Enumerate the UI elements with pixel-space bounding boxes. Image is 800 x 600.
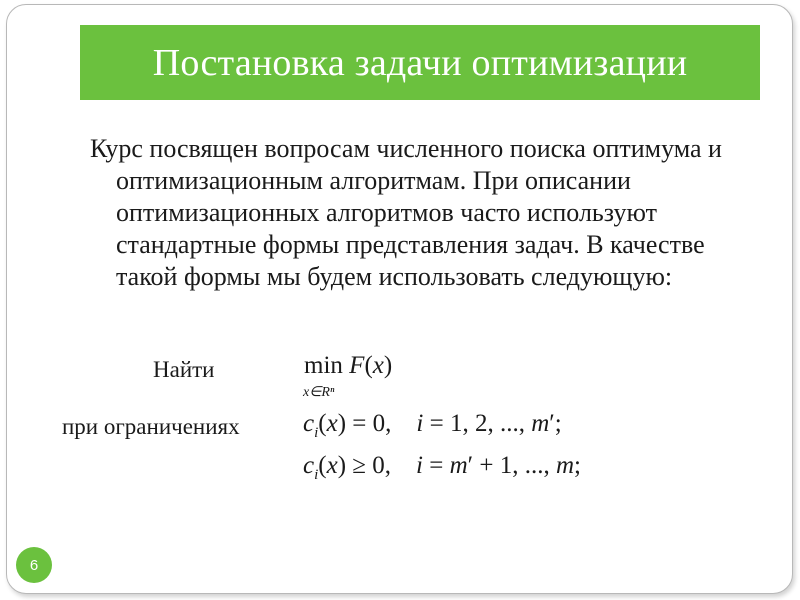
constraints-label: при ограничениях [62, 414, 240, 439]
objective-formula: min F(x) [304, 352, 393, 379]
page-number-badge [16, 547, 52, 583]
inequality-constraint: $c_i(x) \ge 0$, i = m′ + 1, ..., m; [303, 452, 581, 483]
equality-constraint: $c_i(x) = 0$, i = 1, 2, ..., m′; [303, 410, 562, 441]
slide-title: Постановка задачи оптимизации [152, 41, 688, 84]
objective-subscript: x∈Rⁿ [303, 385, 335, 400]
slide-body-text: Курс посвящен вопросам численного поиска оптимума и оптимизационным алгоритмам. При описании оптимизационных алгоритмов часто используют стандартные формы представления задач. В качестве такой формы мы будем использовать следующую: [90, 134, 722, 291]
title-bar [80, 25, 760, 100]
page-number: 6 [29, 556, 39, 574]
find-label: Найти [153, 357, 215, 382]
